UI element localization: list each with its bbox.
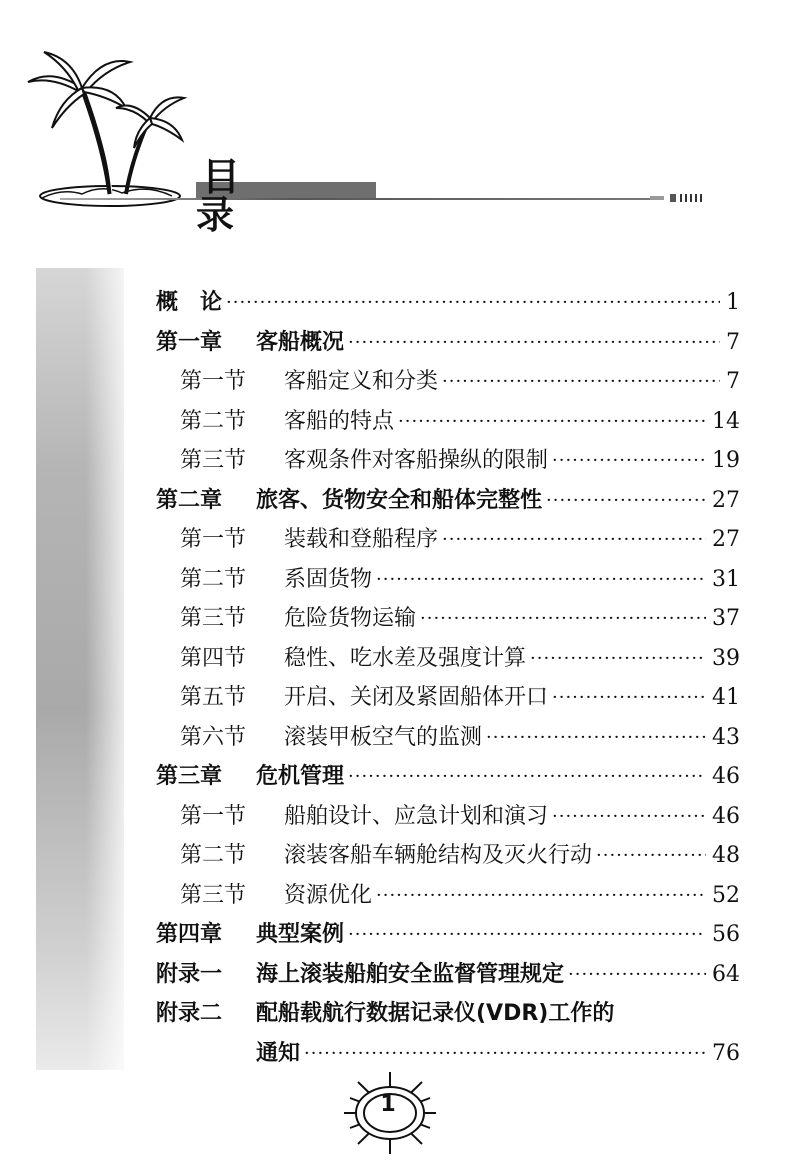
toc-entry-label: 第一节 — [180, 369, 247, 394]
toc-entry-label: 第三节 — [180, 448, 247, 473]
toc-entry-label: 第一节 — [180, 803, 247, 829]
toc-entry-title: 典型案例 — [256, 922, 345, 947]
toc-entry-title: 滚装客船车辆舱结构及灭火行动 — [284, 843, 593, 868]
page-title-text: 目 录 — [196, 155, 279, 237]
toc-section-row[interactable] — [180, 600, 740, 638]
toc-entry-label: 第四节 — [180, 645, 247, 671]
toc-page-number: 41 — [712, 685, 740, 710]
toc-entry-label: 第一节 — [180, 527, 247, 552]
toc-entry-label: 第二节 — [180, 843, 247, 868]
toc-page-number: 19 — [712, 448, 740, 473]
toc-page-number: 46 — [712, 803, 740, 829]
toc-chapter-row[interactable] — [156, 482, 740, 520]
toc-entry-label: 第三节 — [180, 882, 247, 908]
toc-page-number: 27 — [712, 487, 740, 513]
toc-section-row[interactable] — [180, 719, 740, 757]
toc-entry-title: 危机管理 — [256, 764, 345, 789]
toc-entry-label: 第二节 — [180, 408, 247, 434]
toc-leader-dots — [546, 482, 706, 520]
toc-chapter-row[interactable] — [156, 956, 740, 994]
toc-leader-dots — [376, 877, 706, 915]
toc-leader-dots — [568, 956, 706, 994]
toc-chapter-row[interactable] — [156, 995, 740, 1033]
page-number: 1 — [380, 1092, 396, 1117]
toc-entry-title: 船舶设计、应急计划和演习 — [284, 803, 549, 829]
toc-section-row[interactable] — [180, 798, 740, 836]
toc-entry-label: 概 — [156, 290, 179, 315]
toc-leader-dots — [596, 837, 706, 875]
toc-leader-dots — [348, 324, 720, 362]
toc-leader-dots — [420, 600, 706, 638]
toc-page-number: 43 — [712, 724, 740, 750]
toc-page-number: 7 — [726, 329, 740, 355]
toc-entry-label: 第五节 — [180, 685, 247, 710]
toc-leader-dots — [348, 916, 706, 954]
toc-page-number: 31 — [712, 566, 740, 592]
toc-page-number: 64 — [712, 961, 740, 987]
toc-page-number: 14 — [712, 408, 740, 434]
toc-leader-dots — [226, 284, 720, 322]
toc-entry-label: 第二章 — [156, 487, 223, 513]
side-decoration-fade — [86, 268, 136, 1070]
toc-page-number: 39 — [712, 645, 740, 671]
toc-entry-label: 第二节 — [180, 566, 247, 592]
header-tick-decoration — [650, 192, 710, 204]
toc-leader-dots — [304, 1035, 706, 1073]
header-rule — [60, 198, 650, 200]
toc-entry-title: 配船载航行数据记录仪(VDR)工作的 — [256, 1001, 615, 1026]
toc-entry-title: 稳性、吃水差及强度计算 — [284, 645, 527, 671]
toc-leader-dots — [486, 719, 706, 757]
toc-section-row[interactable] — [180, 442, 740, 480]
toc-chapter-row[interactable] — [256, 1035, 740, 1073]
toc-section-row[interactable] — [180, 561, 740, 599]
toc-leader-dots — [442, 521, 706, 559]
toc-page-number: 52 — [712, 882, 740, 908]
toc-page-number: 37 — [712, 606, 740, 631]
toc-entry-label: 附录二 — [156, 1001, 223, 1026]
toc-entry-label: 第六节 — [180, 724, 247, 750]
toc-leader-dots — [552, 442, 706, 480]
toc-page-number: 46 — [712, 764, 740, 789]
toc-section-row[interactable] — [180, 403, 740, 441]
toc-leader-dots — [398, 403, 706, 441]
toc-entry-title: 客船的特点 — [284, 408, 395, 434]
toc-entry-title: 装载和登船程序 — [284, 527, 439, 552]
toc-section-row[interactable] — [180, 521, 740, 559]
toc-leader-dots — [376, 561, 706, 599]
toc-chapter-row[interactable] — [156, 324, 740, 362]
toc-chapter-row[interactable] — [156, 284, 740, 322]
toc-entry-label: 第四章 — [156, 922, 223, 947]
toc-entry-title: 通知 — [256, 1040, 301, 1066]
toc-leader-dots — [552, 679, 706, 717]
toc-entry-title: 滚装甲板空气的监测 — [284, 724, 483, 750]
toc-entry-label: 第三节 — [180, 606, 247, 631]
toc-entry-title: 客船概况 — [256, 329, 345, 355]
toc-entry-label: 第一章 — [156, 329, 223, 355]
toc-leader-dots — [552, 798, 706, 836]
toc-chapter-row[interactable] — [156, 758, 740, 796]
page-title — [196, 155, 376, 237]
toc-page-number: 7 — [726, 369, 740, 394]
toc-entry-title: 客船定义和分类 — [284, 369, 439, 394]
toc-section-row[interactable] — [180, 363, 740, 401]
toc-section-row[interactable] — [180, 679, 740, 717]
toc-leader-dots — [530, 640, 706, 678]
toc-leader-dots — [442, 363, 720, 401]
toc-entry-title: 旅客、货物安全和船体完整性 — [256, 487, 543, 513]
toc-page-number: 27 — [712, 527, 740, 552]
toc-entry-title: 客观条件对客船操纵的限制 — [284, 448, 549, 473]
toc-page-number: 76 — [712, 1040, 740, 1066]
toc-entry-title: 论 — [200, 290, 223, 315]
toc-section-row[interactable] — [180, 877, 740, 915]
toc-entry-title: 危险货物运输 — [284, 606, 417, 631]
palm-tree-icon — [22, 48, 197, 213]
toc-entry-title: 资源优化 — [284, 882, 373, 908]
toc-chapter-row[interactable] — [156, 916, 740, 954]
toc-entry-label: 附录一 — [156, 961, 223, 987]
toc-section-row[interactable] — [180, 640, 740, 678]
toc-entry-title: 开启、关闭及紧固船体开口 — [284, 685, 549, 710]
toc-section-row[interactable] — [180, 837, 740, 875]
toc-page-number: 56 — [712, 922, 740, 947]
toc-page-number: 48 — [712, 843, 740, 868]
toc-entry-title: 系固货物 — [284, 566, 373, 592]
toc-leader-dots — [348, 758, 706, 796]
toc-page-number: 1 — [726, 290, 740, 315]
toc-entry-label: 第三章 — [156, 764, 223, 789]
toc-entry-title: 海上滚装船舶安全监督管理规定 — [256, 961, 565, 987]
